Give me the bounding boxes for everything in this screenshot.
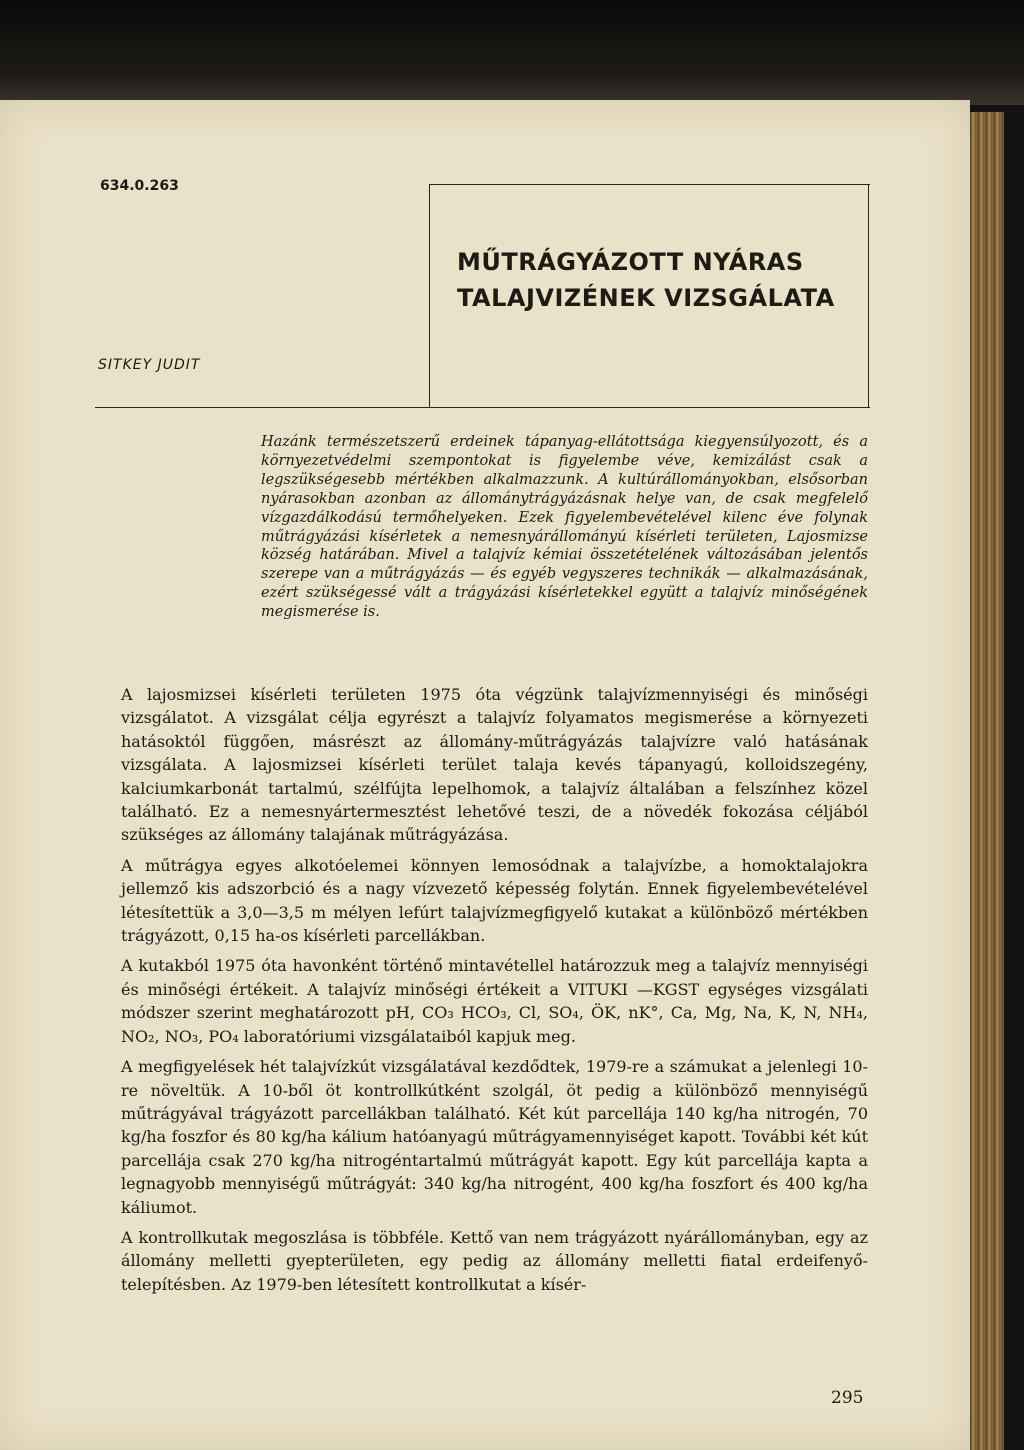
body-paragraph: A műtrágya egyes alkotóelemei könnyen lemosódnak a talajvízbe, a homoktalajokra jellemző kis adszorbció és a nagy vízvezető képesség folytán. Ennek figyelembevételével létesítettük a 3,0—3,5 m mélyen lefúrt talajvízmegfigyelő kutakat a különböző mértékben trágyázott, 0,15 ha-os kísérleti parcellákban. (121, 855, 868, 946)
body-paragraph: A lajosmizsei kísérleti területen 1975 óta végzünk talajvízmennyiségi és minőségi vizsgálatot. A vizsgálat célja egyrészt a talajvíz folyamatos megismerése a környezeti hatásoktól függően, másrészt az állomány-műtrágyázás talajvízre való hatásának vizsgálata. A lajosmizsei kísérleti terület talaja kevés tápanyagú, kolloidszegény, kalciumkarbonát tartalmú, szélfújta lepelhomok, a talajvíz általában a felszínhez közel található. Ez a nemesnyártermesztést lehetővé teszi, de a növedék fokozása céljából szükséges az állomány talajának műtrágyázása. (121, 685, 868, 845)
body-paragraph: A megfigyelések hét talajvízkút vizsgálatával kezdődtek, 1979-re a számukat a jelenlegi 10-re növeltük. A 10-ből öt kontrollkútként szolgál, öt pedig a különböző mennyiségű műtrágyával trágyázott parcellákban található. Két kút parcellája 140 kg/ha nitrogén, 70 kg/ha foszfor és 80 kg/ha kálium hatóanyagú műtrágyamennyiséget kapott. További két kút parcellája csak 270 kg/ha nitrogéntartalmú műtrágyát kapott. Egy kút parcellája kapta a legnagyobb mennyiségű műtrágyát: 340 kg/ha nitrogént, 400 kg/ha foszfort és 400 kg/ha káliumot. (121, 1057, 868, 1217)
classification-code: 634.0.263 (100, 178, 179, 194)
title-box-right-rule (868, 184, 869, 407)
article-title: MŰTRÁGYÁZOTT NYÁRAS TALAJVIZÉNEK VIZSGÁLATA (457, 248, 835, 312)
body-paragraph: A kontrollkutak megoszlása is többféle. Kettő van nem trágyázott nyárállományban, egy az állomány melletti gyepterületen, egy pedig az állomány melletti fiatal erdeifenyő-telepítésben. Az 1979-ben létesített kontrollkutat a kísér- (121, 1227, 868, 1294)
abstract: Hazánk természetszerű erdeinek tápanyag-ellátottsága kiegyensúlyozott, és a környezetvédelmi szempontokat is figyelembe véve, kemizálást csak a legszükségesebb mértékben alkalmazzunk. A kultúrállományokban, elsősorban nyárasokban azonban az állománytrágyázásnak helye van, de csak megfelelő vízgazdálkodású termőhelyeken. Ezek figyelembevételével kilenc éve folynak műtrágyázási kísérletek a nemesnyárállományú kísérleti területen, Lajosmizse község határában. Mivel a talajvíz kémiai összetételének változásában jelentős szerepe van a műtrágyázás — és egyéb vegyszeres technikák — alkalmazásának, ezért szükségessé vált a trágyázási kísérletekkel együtt a talajvíz minőségének megismerése is. (261, 434, 868, 621)
title-box-top-rule (430, 184, 870, 185)
title-box-bottom-rule (95, 407, 870, 408)
article-body (121, 683, 868, 1303)
title-box-divider (429, 184, 430, 407)
body-paragraph: A kutakból 1975 óta havonként történő mintavétellel határozzuk meg a talajvíz mennyiségi és minőségi értékeit. A talajvíz minőségi értékeit a VITUKI —KGST egységes vizsgálati módszer szerint meghatározott pH, CO₃ HCO₃, Cl, SO₄, ÖK, nK°, Ca, Mg, Na, K, N, NH₄, NO₂, NO₃, PO₄ laboratóriumi vizsgálataiból kapjuk meg. (121, 956, 868, 1046)
article-author: SITKEY JUDIT (98, 357, 201, 373)
page-number: 295 (831, 1388, 864, 1408)
scan-background (0, 0, 1024, 105)
book-page-edges (968, 112, 1004, 1450)
